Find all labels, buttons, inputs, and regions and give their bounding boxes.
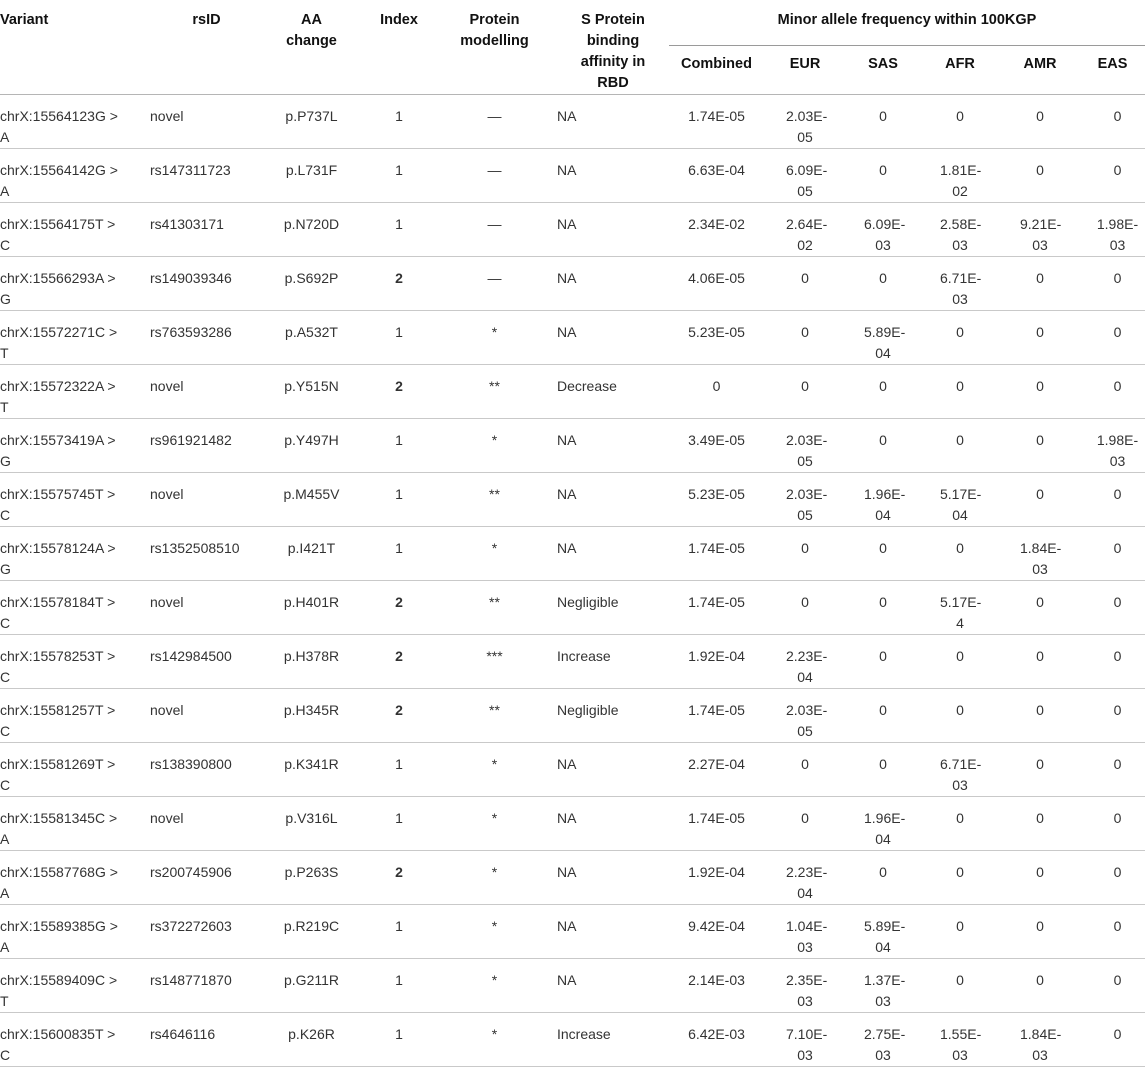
cell-rsid: rs149039346 [150,257,263,311]
cell-rsid: rs41303171 [150,203,263,257]
cell-aa-change: p.L731F [263,149,360,203]
cell-eas: 0 [1080,581,1145,635]
cell-combined: 5.23E-05 [669,311,764,365]
cell-amr: 0 [1000,959,1080,1013]
table-row [0,743,1145,797]
header-combined: Combined [669,45,764,94]
cell-eas: 0 [1080,311,1145,365]
cell-eas: 0 [1080,473,1145,527]
cell-index: 1 [360,95,438,149]
cell-eur: 2.03E-05 [764,473,846,527]
cell-index: 1 [360,1013,438,1067]
cell-combined: 2.34E-02 [669,203,764,257]
cell-protein-modelling: — [438,149,551,203]
cell-index: 2 [360,689,438,743]
cell-eur: 0 [764,743,846,797]
cell-sas: 6.09E-03 [846,203,920,257]
cell-protein-modelling: — [438,203,551,257]
cell-sas: 0 [846,743,920,797]
cell-amr: 0 [1000,851,1080,905]
cell-sas: 0 [846,149,920,203]
table-row [0,581,1145,635]
table-row [0,1013,1145,1067]
cell-sas: 1.37E-03 [846,959,920,1013]
cell-eas: 0 [1080,851,1145,905]
cell-binding-affinity: NA [551,95,669,149]
cell-index: 1 [360,797,438,851]
cell-binding-affinity: NA [551,149,669,203]
cell-variant: chrX:15566293A > G [0,257,150,311]
cell-aa-change: p.S692P [263,257,360,311]
cell-afr: 0 [920,689,1000,743]
cell-protein-modelling: — [438,257,551,311]
cell-amr: 1.84E-03 [1000,1013,1080,1067]
cell-sas: 1.96E-04 [846,797,920,851]
cell-amr: 0 [1000,689,1080,743]
cell-index: 1 [360,419,438,473]
header-variant: Variant [0,0,150,95]
table-row [0,851,1145,905]
cell-afr: 0 [920,635,1000,689]
cell-eas: 0 [1080,905,1145,959]
cell-eur: 0 [764,527,846,581]
cell-combined: 1.74E-05 [669,689,764,743]
cell-eur: 0 [764,797,846,851]
cell-amr: 0 [1000,743,1080,797]
cell-protein-modelling: * [438,797,551,851]
cell-aa-change: p.K341R [263,743,360,797]
cell-binding-affinity: NA [551,527,669,581]
cell-protein-modelling: * [438,527,551,581]
cell-protein-modelling: * [438,743,551,797]
cell-sas: 0 [846,257,920,311]
cell-protein-modelling: * [438,959,551,1013]
cell-afr: 5.17E-04 [920,473,1000,527]
cell-variant: chrX:15578253T > C [0,635,150,689]
cell-aa-change: p.V316L [263,797,360,851]
cell-afr: 0 [920,527,1000,581]
cell-combined: 2.27E-04 [669,743,764,797]
cell-aa-change: p.I421T [263,527,360,581]
cell-eas: 0 [1080,1013,1145,1067]
cell-variant: chrX:15589409C > T [0,959,150,1013]
cell-sas: 1.96E-04 [846,473,920,527]
cell-binding-affinity: NA [551,959,669,1013]
cell-eur: 2.35E-03 [764,959,846,1013]
cell-variant: chrX:15581345C > A [0,797,150,851]
cell-afr: 0 [920,419,1000,473]
header-eas: EAS [1080,45,1145,94]
cell-binding-affinity: NA [551,905,669,959]
cell-index: 2 [360,257,438,311]
cell-eas: 0 [1080,527,1145,581]
cell-protein-modelling: * [438,851,551,905]
table-row [0,473,1145,527]
table-row [0,95,1145,149]
cell-afr: 0 [920,365,1000,419]
table-row [0,797,1145,851]
cell-sas: 0 [846,581,920,635]
cell-afr: 1.55E-03 [920,1013,1000,1067]
cell-index: 1 [360,959,438,1013]
cell-combined: 2.14E-03 [669,959,764,1013]
cell-variant: chrX:15587768G > A [0,851,150,905]
cell-afr: 0 [920,797,1000,851]
cell-afr: 0 [920,95,1000,149]
cell-index: 1 [360,743,438,797]
cell-afr: 0 [920,851,1000,905]
cell-variant: chrX:15572322A > T [0,365,150,419]
cell-eas: 1.98E-03 [1080,203,1145,257]
cell-amr: 9.21E-03 [1000,203,1080,257]
cell-rsid: rs138390800 [150,743,263,797]
cell-combined: 1.74E-05 [669,797,764,851]
cell-afr: 6.71E-03 [920,257,1000,311]
cell-rsid: rs1352508510 [150,527,263,581]
cell-eur: 0 [764,581,846,635]
cell-amr: 0 [1000,149,1080,203]
cell-aa-change: p.P263S [263,851,360,905]
cell-rsid: novel [150,689,263,743]
cell-variant: chrX:15581269T > C [0,743,150,797]
cell-sas: 0 [846,635,920,689]
cell-aa-change: p.M455V [263,473,360,527]
cell-index: 1 [360,311,438,365]
cell-rsid: novel [150,473,263,527]
cell-binding-affinity: NA [551,473,669,527]
cell-combined: 1.92E-04 [669,635,764,689]
header-amr: AMR [1000,45,1080,94]
cell-rsid: rs148771870 [150,959,263,1013]
header-afr: AFR [920,45,1000,94]
cell-protein-modelling: *** [438,635,551,689]
table-row [0,311,1145,365]
cell-amr: 0 [1000,311,1080,365]
cell-index: 1 [360,473,438,527]
table-row [0,527,1145,581]
cell-eur: 7.10E-03 [764,1013,846,1067]
cell-binding-affinity: Increase [551,1013,669,1067]
cell-rsid: novel [150,365,263,419]
table-body [0,95,1145,1067]
cell-binding-affinity: NA [551,257,669,311]
cell-eur: 0 [764,311,846,365]
cell-afr: 1.81E-02 [920,149,1000,203]
cell-protein-modelling: ** [438,581,551,635]
cell-protein-modelling: ** [438,473,551,527]
header-aa-change: AA change [263,0,360,95]
cell-sas: 0 [846,851,920,905]
cell-eur: 2.03E-05 [764,689,846,743]
header-eur: EUR [764,45,846,94]
cell-index: 1 [360,149,438,203]
cell-variant: chrX:15578184T > C [0,581,150,635]
cell-rsid: rs961921482 [150,419,263,473]
cell-sas: 5.89E-04 [846,905,920,959]
cell-afr: 0 [920,959,1000,1013]
cell-aa-change: p.P737L [263,95,360,149]
cell-aa-change: p.K26R [263,1013,360,1067]
cell-aa-change: p.N720D [263,203,360,257]
cell-combined: 3.49E-05 [669,419,764,473]
cell-aa-change: p.H378R [263,635,360,689]
cell-amr: 0 [1000,581,1080,635]
table-row [0,257,1145,311]
cell-binding-affinity: NA [551,419,669,473]
cell-sas: 2.75E-03 [846,1013,920,1067]
cell-combined: 6.63E-04 [669,149,764,203]
cell-combined: 6.42E-03 [669,1013,764,1067]
cell-protein-modelling: * [438,1013,551,1067]
cell-eur: 2.23E-04 [764,851,846,905]
cell-sas: 0 [846,365,920,419]
cell-binding-affinity: NA [551,743,669,797]
cell-index: 1 [360,527,438,581]
cell-binding-affinity: Negligible [551,689,669,743]
cell-binding-affinity: NA [551,311,669,365]
cell-eas: 0 [1080,635,1145,689]
cell-combined: 9.42E-04 [669,905,764,959]
cell-rsid: rs147311723 [150,149,263,203]
cell-aa-change: p.Y515N [263,365,360,419]
cell-amr: 0 [1000,365,1080,419]
cell-index: 1 [360,203,438,257]
table-row [0,419,1145,473]
cell-afr: 5.17E-4 [920,581,1000,635]
cell-index: 1 [360,905,438,959]
cell-eas: 0 [1080,257,1145,311]
cell-index: 2 [360,365,438,419]
cell-aa-change: p.G211R [263,959,360,1013]
cell-eur: 6.09E-05 [764,149,846,203]
cell-variant: chrX:15572271C > T [0,311,150,365]
cell-combined: 1.74E-05 [669,95,764,149]
table-row [0,959,1145,1013]
cell-index: 2 [360,635,438,689]
cell-amr: 0 [1000,905,1080,959]
cell-rsid: novel [150,581,263,635]
cell-protein-modelling: * [438,311,551,365]
cell-eas: 0 [1080,797,1145,851]
cell-amr: 0 [1000,473,1080,527]
cell-sas: 0 [846,95,920,149]
cell-amr: 1.84E-03 [1000,527,1080,581]
cell-variant: chrX:15564123G > A [0,95,150,149]
cell-sas: 0 [846,689,920,743]
cell-combined: 1.74E-05 [669,527,764,581]
cell-variant: chrX:15581257T > C [0,689,150,743]
cell-binding-affinity: Negligible [551,581,669,635]
cell-index: 2 [360,581,438,635]
cell-rsid: rs200745906 [150,851,263,905]
cell-eas: 0 [1080,689,1145,743]
cell-sas: 5.89E-04 [846,311,920,365]
table-row [0,635,1145,689]
cell-binding-affinity: Increase [551,635,669,689]
cell-variant: chrX:15573419A > G [0,419,150,473]
cell-variant: chrX:15564175T > C [0,203,150,257]
cell-binding-affinity: NA [551,203,669,257]
cell-afr: 2.58E-03 [920,203,1000,257]
cell-aa-change: p.H345R [263,689,360,743]
cell-amr: 0 [1000,419,1080,473]
cell-amr: 0 [1000,635,1080,689]
cell-rsid: rs763593286 [150,311,263,365]
cell-eas: 1.98E-03 [1080,419,1145,473]
cell-afr: 0 [920,311,1000,365]
cell-aa-change: p.H401R [263,581,360,635]
cell-eas: 0 [1080,95,1145,149]
cell-variant: chrX:15578124A > G [0,527,150,581]
cell-eur: 2.64E-02 [764,203,846,257]
header-sas: SAS [846,45,920,94]
cell-variant: chrX:15575745T > C [0,473,150,527]
header-rsid: rsID [150,0,263,95]
cell-sas: 0 [846,527,920,581]
cell-protein-modelling: — [438,95,551,149]
cell-eur: 0 [764,257,846,311]
cell-amr: 0 [1000,95,1080,149]
cell-aa-change: p.R219C [263,905,360,959]
cell-sas: 0 [846,419,920,473]
cell-amr: 0 [1000,257,1080,311]
cell-rsid: rs372272603 [150,905,263,959]
table-row [0,365,1145,419]
cell-protein-modelling: ** [438,689,551,743]
cell-eur: 2.23E-04 [764,635,846,689]
cell-afr: 0 [920,905,1000,959]
cell-combined: 1.74E-05 [669,581,764,635]
table-row [0,905,1145,959]
cell-rsid: novel [150,95,263,149]
cell-combined: 4.06E-05 [669,257,764,311]
header-protein-modelling: Protein modelling [438,0,551,95]
header-binding-affinity: S Protein binding affinity in RBD [551,0,669,95]
cell-variant: chrX:15600835T > C [0,1013,150,1067]
table-header [0,0,1145,95]
cell-combined: 1.92E-04 [669,851,764,905]
cell-aa-change: p.A532T [263,311,360,365]
cell-amr: 0 [1000,797,1080,851]
cell-eur: 1.04E-03 [764,905,846,959]
cell-eur: 0 [764,365,846,419]
cell-binding-affinity: Decrease [551,365,669,419]
table-row [0,149,1145,203]
table-row [0,203,1145,257]
cell-protein-modelling: * [438,905,551,959]
cell-variant: chrX:15564142G > A [0,149,150,203]
cell-eas: 0 [1080,959,1145,1013]
cell-binding-affinity: NA [551,797,669,851]
cell-aa-change: p.Y497H [263,419,360,473]
cell-eas: 0 [1080,149,1145,203]
cell-binding-affinity: NA [551,851,669,905]
cell-variant: chrX:15589385G > A [0,905,150,959]
cell-index: 2 [360,851,438,905]
cell-afr: 6.71E-03 [920,743,1000,797]
cell-protein-modelling: ** [438,365,551,419]
cell-eas: 0 [1080,743,1145,797]
cell-eur: 2.03E-05 [764,95,846,149]
cell-eur: 2.03E-05 [764,419,846,473]
header-maf-group: Minor allele frequency within 100KGP [669,0,1145,45]
cell-combined: 5.23E-05 [669,473,764,527]
cell-combined: 0 [669,365,764,419]
cell-eas: 0 [1080,365,1145,419]
cell-rsid: novel [150,797,263,851]
cell-rsid: rs142984500 [150,635,263,689]
cell-protein-modelling: * [438,419,551,473]
table-row [0,689,1145,743]
cell-rsid: rs4646116 [150,1013,263,1067]
header-index: Index [360,0,438,95]
